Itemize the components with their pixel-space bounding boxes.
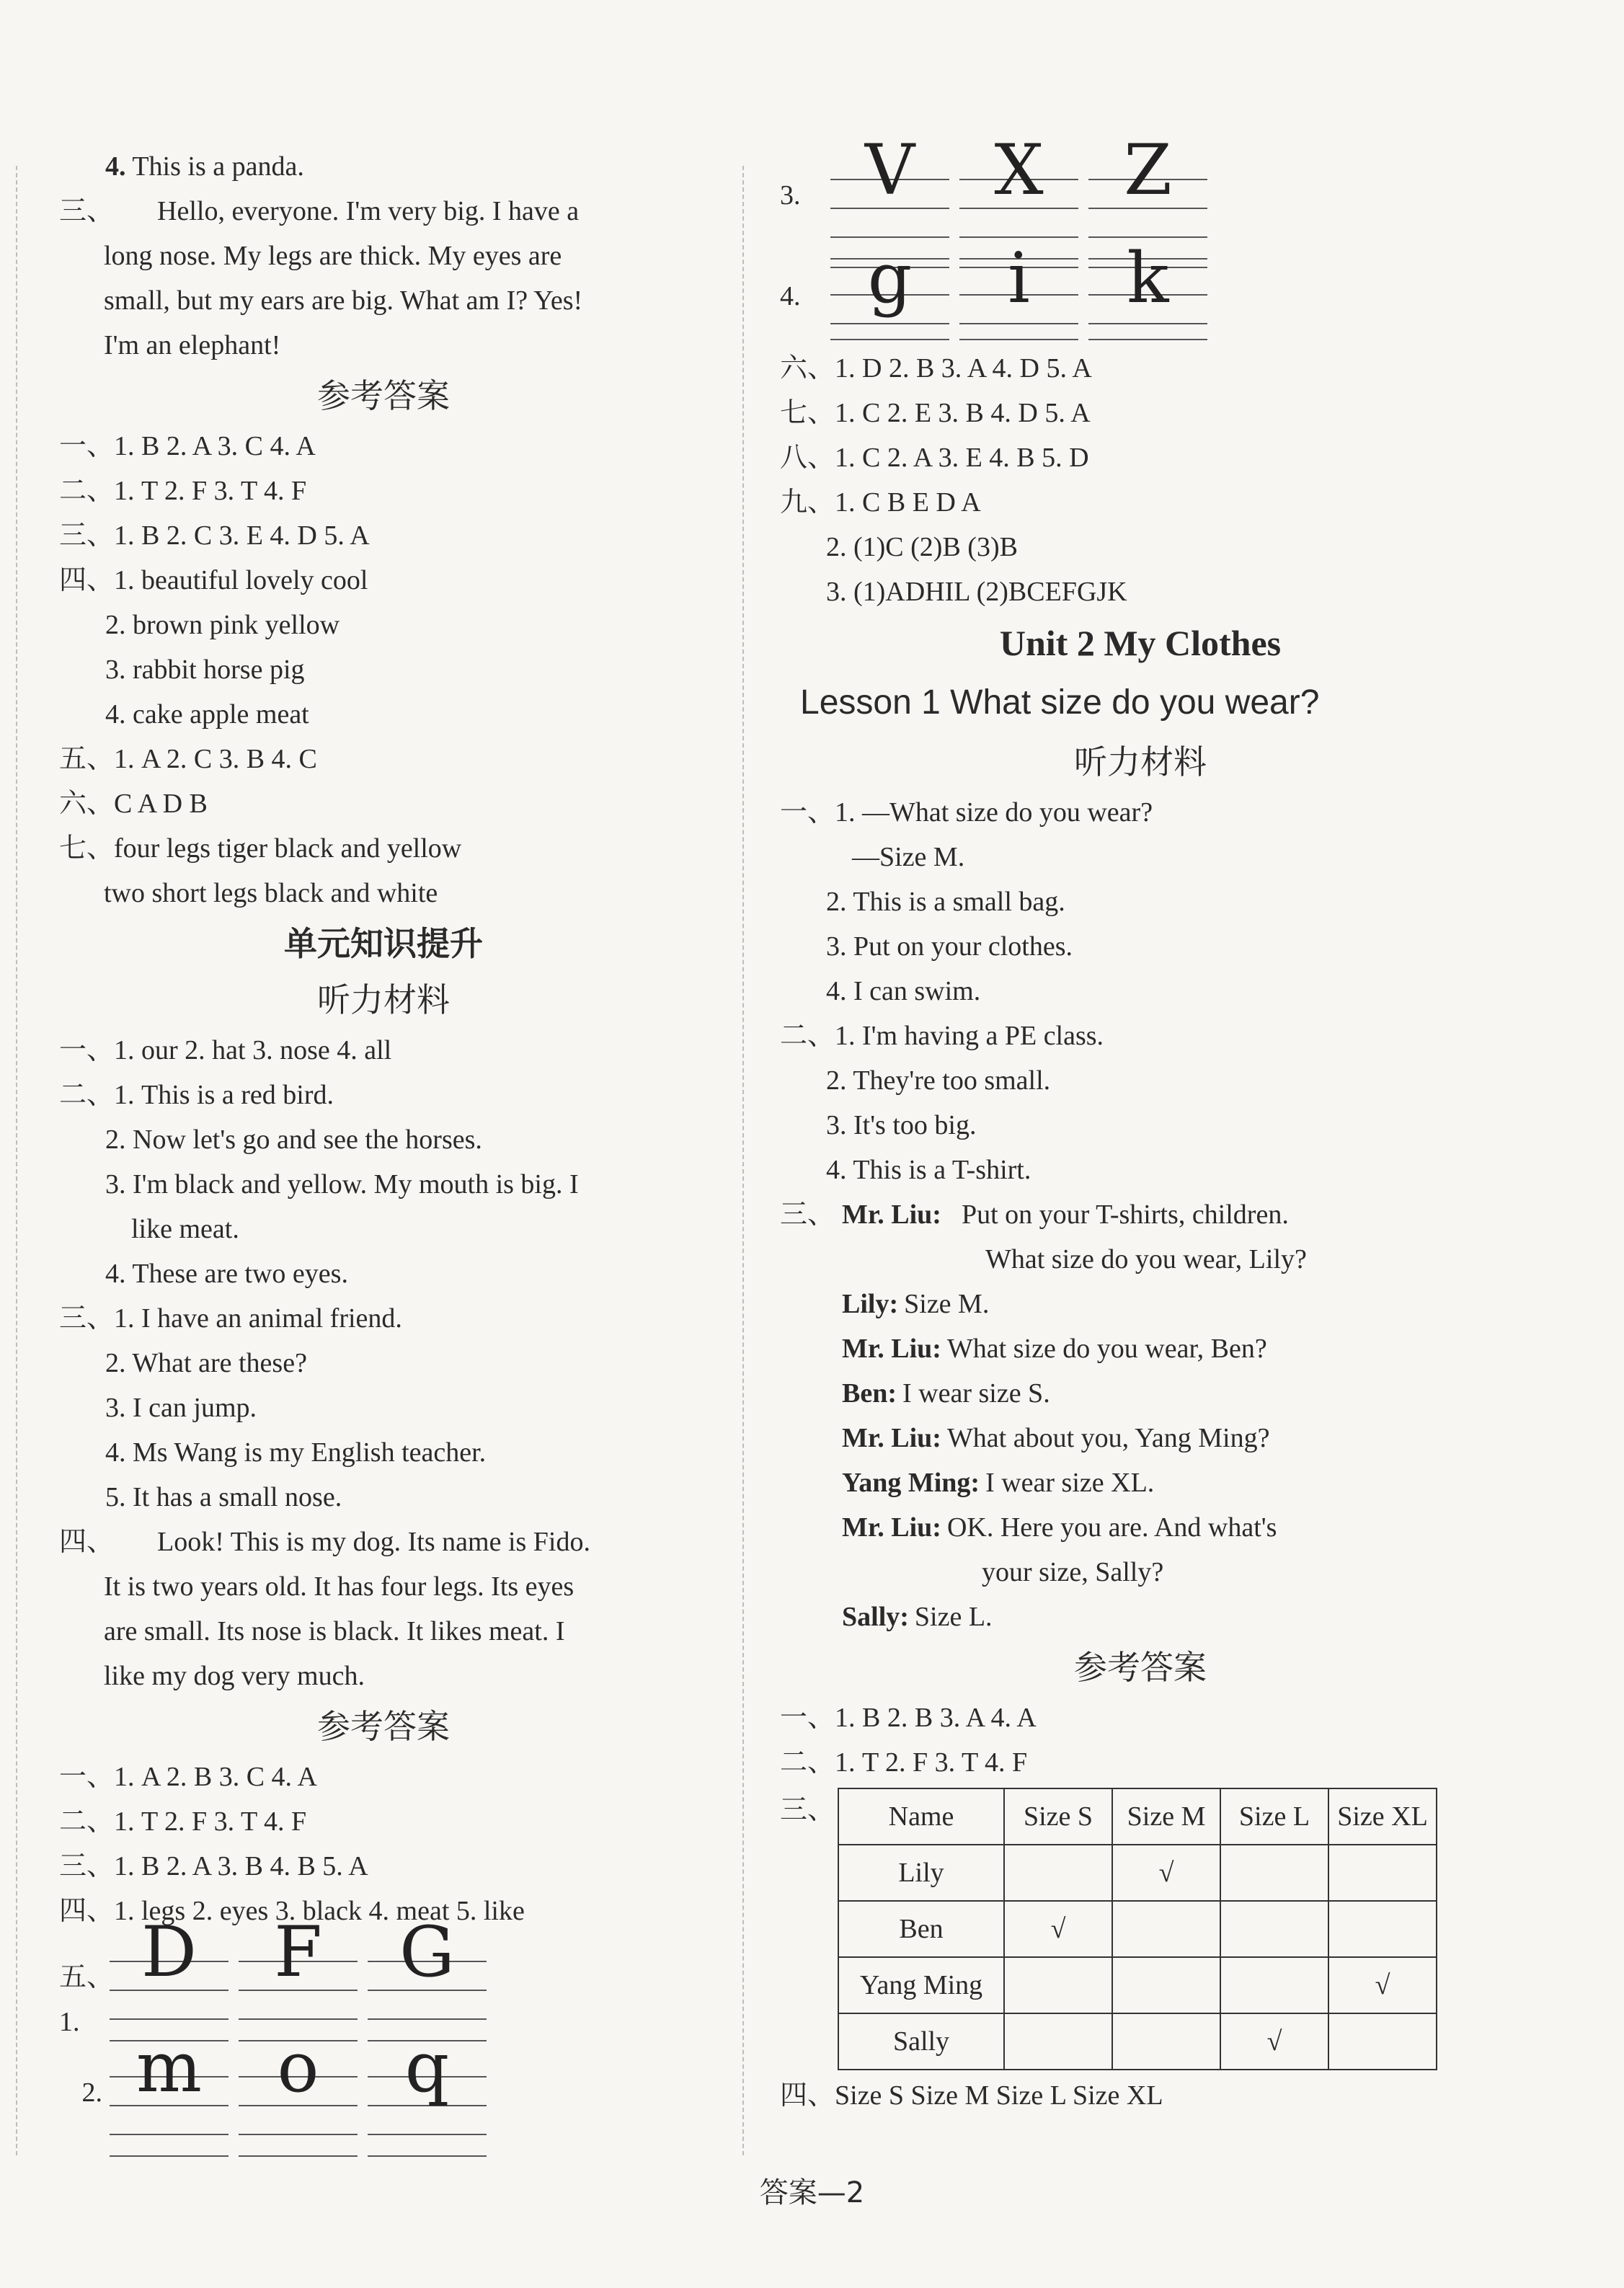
- answer-7-line-2: two short legs black and white: [104, 878, 438, 908]
- dialog-speaker: Mr. Liu:: [842, 1334, 941, 1364]
- dialog-line: [780, 1371, 1501, 1416]
- passage-3-line-3: small, but my ears are big. What am I? Yes!: [104, 285, 583, 316]
- passage-3-line-1: 三、 Hello, everyone. I'm very big. I have a: [59, 196, 580, 226]
- dialog-line: [780, 1326, 1501, 1371]
- dialog-speaker: Sally:: [842, 1602, 909, 1632]
- table-cell: √: [1004, 1901, 1112, 1957]
- answer-c9-line-2: 2. (1)C (2)B (3)B: [826, 532, 1018, 562]
- handwriting-cell: [368, 2027, 487, 2157]
- dialog-text: I wear size XL.: [985, 1468, 1155, 1498]
- answer-b4: 四、1. legs 2. eyes 3. black 4. meat 5. like: [59, 1896, 525, 1926]
- dialog-text: What size do you wear, Ben?: [946, 1334, 1267, 1364]
- page-footer: 答案—2: [759, 2176, 865, 2209]
- handwritten-letter: i: [1008, 238, 1030, 319]
- dialog-text: your size, Sally?: [982, 1557, 1164, 1587]
- handwritten-letter: G: [399, 1912, 455, 1992]
- handwriting-cell: [368, 1912, 487, 2041]
- lesson-listening-1-line-3: 2. This is a small bag.: [826, 887, 1065, 917]
- answer-d2: 二、1. T 2. F 3. T 4. F: [780, 1747, 1028, 1778]
- table-row: [838, 2013, 1437, 2070]
- passage-3-line-2: long nose. My legs are thick. My eyes are: [104, 241, 562, 271]
- handwriting-cell: [110, 1912, 228, 2041]
- table-cell: [1220, 1845, 1328, 1901]
- answer-c9-line-3: 3. (1)ADHIL (2)BCEFGJK: [826, 577, 1127, 607]
- answer-d1: 一、1. B 2. B 3. A 4. A: [780, 1703, 1037, 1733]
- dialog-line: [780, 1505, 1501, 1550]
- dialog-speaker: Ben:: [842, 1378, 897, 1409]
- table-cell: [1004, 1957, 1112, 2013]
- dialog-text: Put on your T-shirts, children.: [961, 1200, 1289, 1230]
- answer-b3: 三、1. B 2. A 3. B 4. B 5. A: [59, 1851, 368, 1881]
- table-row: [838, 1845, 1437, 1901]
- unit-title: Unit 2 My Clothes: [999, 623, 1282, 663]
- table-cell: Sally: [838, 2013, 1004, 2070]
- table-header-row: [838, 1788, 1437, 1845]
- left-column: [59, 144, 708, 2157]
- listening-2-line-5: 4. These are two eyes.: [105, 1259, 348, 1289]
- table-cell: Lily: [838, 1845, 1004, 1901]
- table-header: Size S: [1004, 1788, 1112, 1845]
- answer-7-line-1: 七、four legs tiger black and yellow: [59, 833, 462, 864]
- lesson-title: Lesson 1 What size do you wear?: [800, 683, 1320, 722]
- lesson-listening-1-line-1: 一、1. —What size do you wear?: [780, 797, 1153, 828]
- answer-4-line-4: 4. cake apple meat: [105, 699, 309, 730]
- answer-c6: 六、1. D 2. B 3. A 4. D 5. A: [780, 353, 1092, 383]
- table-cell: [1004, 1845, 1112, 1901]
- answer-4-line-2: 2. brown pink yellow: [105, 610, 340, 640]
- dialog-line: [780, 1595, 1501, 1639]
- listening-3-line-1: 三、1. I have an animal friend.: [59, 1303, 402, 1334]
- answer-c7: 七、1. C 2. E 3. B 4. D 5. A: [780, 398, 1091, 428]
- lesson-listening-2-line-2: 2. They're too small.: [826, 1065, 1051, 1096]
- size-table: [838, 1788, 1437, 2070]
- listening-4-line-2: It is two years old. It has four legs. Its eyes: [104, 1571, 574, 1602]
- table-cell: √: [1220, 2013, 1328, 2070]
- answers-heading-1: 参考答案: [317, 376, 450, 415]
- handwriting-label-4: 4.: [780, 281, 801, 311]
- handwritten-letter: X: [994, 130, 1044, 210]
- listening-3-line-5: 5. It has a small nose.: [105, 1482, 342, 1512]
- dialog-line: [780, 1192, 1501, 1237]
- answers-heading-right: 参考答案: [1074, 1648, 1207, 1687]
- handwritten-letter: m: [136, 2027, 203, 2108]
- lesson-listening-2-line-4: 4. This is a T-shirt.: [826, 1155, 1031, 1185]
- lesson-listening-2-line-3: 3. It's too big.: [826, 1110, 977, 1140]
- dialog-block: [780, 1192, 1501, 1639]
- handwriting-cell: [239, 2027, 358, 2157]
- dialog-speaker: Mr. Liu:: [842, 1423, 941, 1453]
- listening-4-line-4: like my dog very much.: [104, 1661, 365, 1691]
- handwritten-letter: F: [274, 1912, 322, 1992]
- dialog-line: [780, 1550, 1501, 1595]
- table-header: Size M: [1112, 1788, 1220, 1845]
- listening-1: 一、1. our 2. hat 3. nose 4. all: [59, 1035, 392, 1065]
- dialog-text: I wear size S.: [902, 1378, 1050, 1409]
- answer-6: 六、C A D B: [59, 789, 208, 819]
- dialog-text: Size M.: [904, 1289, 990, 1319]
- handwritten-letter: o: [277, 2027, 319, 2108]
- table-cell: Ben: [838, 1901, 1004, 1957]
- dialog-line: [780, 1237, 1501, 1282]
- table-cell: [1112, 2013, 1220, 2070]
- answer-b1: 一、1. A 2. B 3. C 4. A: [59, 1762, 317, 1792]
- lesson-listening-1-line-5: 4. I can swim.: [826, 976, 981, 1006]
- listening-heading: 听力材料: [317, 980, 450, 1019]
- answer-2: 二、1. T 2. F 3. T 4. F: [59, 476, 307, 506]
- answer-5: 五、1. A 2. C 3. B 4. C: [59, 744, 317, 774]
- listening-4-line-3: are small. Its nose is black. It likes meat. I: [104, 1616, 565, 1646]
- dialog-speaker: Lily:: [842, 1289, 899, 1319]
- answer-c9-line-1: 九、1. C B E D A: [780, 487, 981, 518]
- handwritten-letter: g: [867, 238, 913, 319]
- answer-c8: 八、1. C 2. A 3. E 4. B 5. D: [780, 443, 1089, 473]
- table-marker: 三、: [780, 1795, 835, 1825]
- answer-4-line-1: 四、1. beautiful lovely cool: [59, 565, 368, 595]
- table-cell: [1220, 1957, 1328, 2013]
- handwriting-cell: [830, 238, 949, 339]
- dialog-line: [780, 1416, 1501, 1460]
- table-cell: [1328, 1901, 1437, 1957]
- table-cell: [1004, 2013, 1112, 2070]
- handwritten-letter: Z: [1124, 130, 1172, 210]
- answer-4-line-3: 3. rabbit horse pig: [105, 655, 305, 685]
- handwriting-cell: [110, 2027, 228, 2157]
- handwriting-row-4: [780, 238, 1501, 346]
- dialog-text: What size do you wear, Lily?: [985, 1244, 1307, 1274]
- dialog-speaker: Mr. Liu:: [842, 1200, 941, 1230]
- handwriting-label-3: 3.: [780, 180, 801, 210]
- table-cell: [1112, 1901, 1220, 1957]
- handwriting-label-1: 五、1.: [59, 1962, 115, 2037]
- table-cell: [1220, 1901, 1328, 1957]
- table-header: Name: [838, 1788, 1004, 1845]
- handwritten-letter: V: [864, 130, 915, 210]
- listening-2-line-2: 2. Now let's go and see the horses.: [105, 1125, 482, 1155]
- dialog-line: [780, 1460, 1501, 1505]
- handwriting-cell: [1088, 238, 1207, 339]
- table-cell: [1112, 1957, 1220, 2013]
- table-header: Size L: [1220, 1788, 1328, 1845]
- unit-review-heading: 单元知识提升: [284, 924, 483, 963]
- lesson-listening-2-line-1: 二、1. I'm having a PE class.: [780, 1021, 1104, 1051]
- handwritten-letter: q: [404, 2027, 450, 2108]
- listening-4-line-1: 四、 Look! This is my dog. Its name is Fido.: [59, 1527, 590, 1557]
- table-row: [838, 1901, 1437, 1957]
- answer-3: 三、1. B 2. C 3. E 4. D 5. A: [59, 520, 370, 551]
- handwriting-cell: [959, 238, 1078, 339]
- table-cell: Yang Ming: [838, 1957, 1004, 2013]
- table-cell: √: [1112, 1845, 1220, 1901]
- answer-b2: 二、1. T 2. F 3. T 4. F: [59, 1806, 307, 1837]
- dialog-text: OK. Here you are. And what's: [946, 1512, 1277, 1543]
- listening-2-line-1: 二、1. This is a red bird.: [59, 1080, 334, 1110]
- dialog-text: What about you, Yang Ming?: [946, 1423, 1270, 1453]
- listening-2-line-3: 3. I'm black and yellow. My mouth is big. I: [105, 1169, 579, 1200]
- answer-1: 一、1. B 2. A 3. C 4. A: [59, 431, 316, 461]
- left-margin-line: [16, 166, 17, 2155]
- table-header: Size XL: [1328, 1788, 1437, 1845]
- dialog-line: [780, 1282, 1501, 1326]
- listening-item-4: 4. This is a panda.: [105, 151, 304, 182]
- lesson-listening-1-line-2: —Size M.: [852, 842, 965, 872]
- passage-3-line-4: I'm an elephant!: [104, 330, 281, 360]
- listening-heading-right: 听力材料: [1074, 742, 1207, 781]
- listening-3-line-4: 4. Ms Wang is my English teacher.: [105, 1437, 487, 1468]
- center-divider: [742, 166, 744, 2155]
- dialog-text: Size L.: [914, 1602, 993, 1632]
- dialog-marker: 三、: [780, 1200, 835, 1230]
- listening-3-line-2: 2. What are these?: [105, 1348, 307, 1378]
- listening-3-line-3: 3. I can jump.: [105, 1393, 257, 1423]
- answers-heading-2: 参考答案: [317, 1707, 450, 1746]
- handwriting-row-2: [59, 2027, 708, 2157]
- table-cell: [1328, 1845, 1437, 1901]
- lesson-listening-1-line-4: 3. Put on your clothes.: [826, 931, 1073, 962]
- answer-d4: 四、Size S Size M Size L Size XL: [780, 2080, 1163, 2111]
- listening-2-line-4: like meat.: [131, 1214, 239, 1244]
- handwritten-letter: k: [1127, 238, 1169, 319]
- table-cell: [1328, 2013, 1437, 2070]
- handwritten-letter: D: [141, 1912, 197, 1992]
- size-table-block: [780, 1788, 1501, 2070]
- handwriting-cell: [239, 1912, 358, 2041]
- table-cell: √: [1328, 1957, 1437, 2013]
- table-row: [838, 1957, 1437, 2013]
- right-column: [780, 130, 1501, 2118]
- dialog-speaker: Yang Ming:: [842, 1468, 980, 1498]
- handwriting-label-2: 2.: [81, 2078, 102, 2108]
- dialog-speaker: Mr. Liu:: [842, 1512, 941, 1543]
